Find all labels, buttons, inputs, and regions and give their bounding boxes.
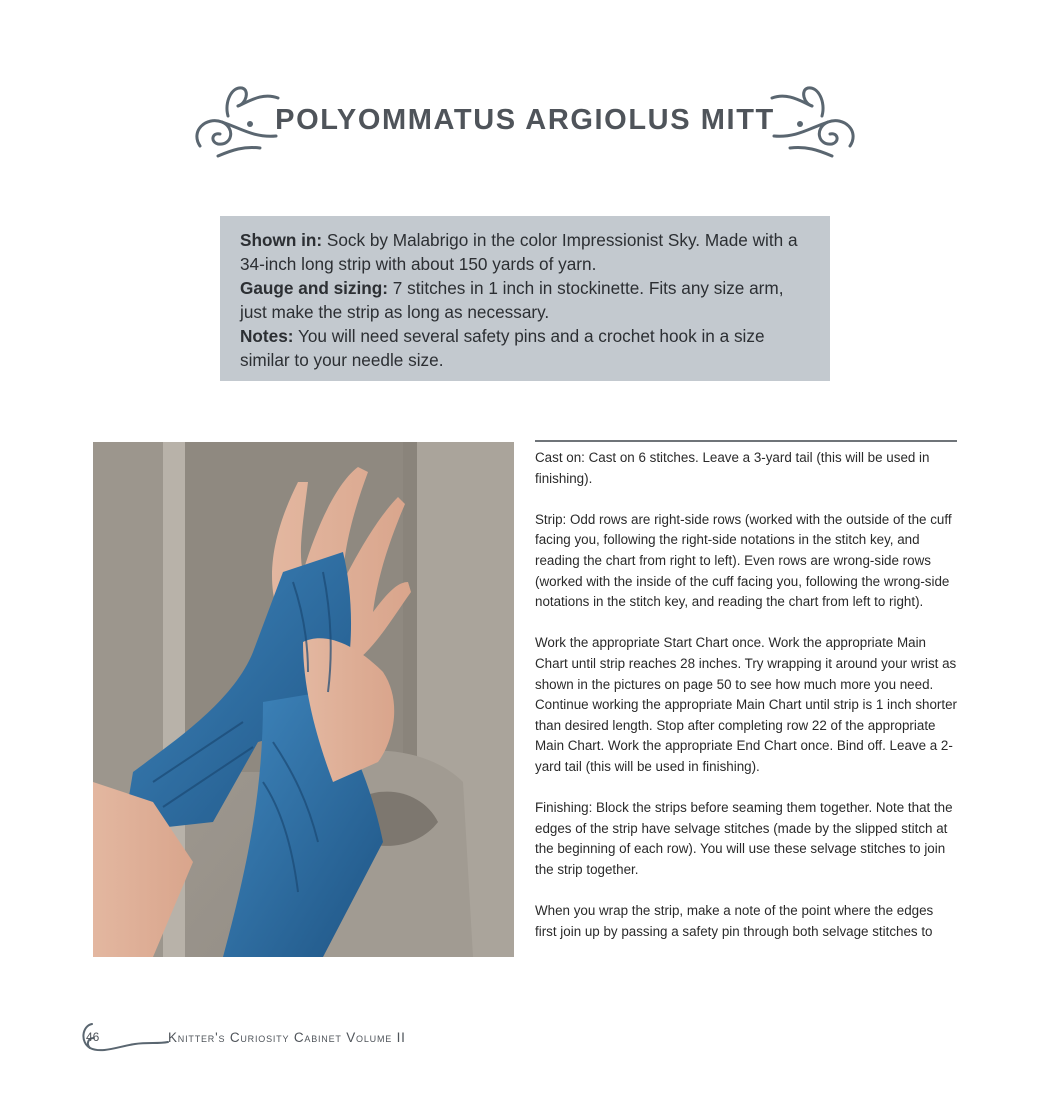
book-title: Knitter's Curiosity Cabinet Volume II — [168, 1030, 406, 1045]
gauge-text: 7 stitches in 1 inch in stockinette. Fits any size arm, just make the strip as long as necessary. — [240, 278, 784, 322]
finishing-paragraph: Finishing: Block the strips before seaming them together. Note that the edges of the strip have selvage stitches (made by the slipped stitch at the beginning of each row). You will use these selvage stitches to join the strip together. — [535, 800, 953, 877]
page-title: POLYOMMATUS ARGIOLUS MITT — [275, 104, 775, 136]
pattern-info-box — [220, 216, 830, 381]
column-rule — [535, 440, 957, 442]
page-footer — [80, 1018, 500, 1058]
knitted-mitts-photo — [93, 442, 514, 957]
title-banner — [180, 68, 870, 168]
shown-in-line — [240, 228, 812, 276]
left-flourish-icon — [188, 76, 283, 161]
shown-in-text: Sock by Malabrigo in the color Impressionist Sky. Made with a 34-inch long strip with about 150 yards of yarn. — [240, 230, 798, 274]
photo-illustration — [93, 442, 514, 957]
gauge-label: Gauge and sizing: — [240, 278, 389, 298]
page-number: 46 — [86, 1030, 100, 1044]
notes-label: Notes: — [240, 326, 294, 346]
instructions-column — [535, 448, 957, 963]
charts-paragraph: Work the appropriate Start Chart once. Work the appropriate Main Chart until strip reaches 28 inches. Try wrapping it around your wrist as shown in the pictures on page 50 to see how much more you need. Continue working the appropriate Main Chart until strip is 1 inch shorter than desired length. Stop after completing row 22 of the appropriate Main Chart. Work the appropriate End Chart once. Bind off. Leave a 2-yard tail (this will be used in finishing). — [535, 635, 958, 774]
cast-on-paragraph: Cast on: Cast on 6 stitches. Leave a 3-yard tail (this will be used in finishing). — [535, 450, 930, 486]
right-flourish-icon — [767, 76, 862, 161]
gauge-line — [240, 276, 812, 324]
notes-line — [240, 324, 812, 372]
notes-text: You will need several safety pins and a crochet hook in a size similar to your needle size. — [240, 326, 765, 370]
wrap-paragraph: When you wrap the strip, make a note of the point where the edges first join up by passing a safety pin through both selvage stitches to — [535, 903, 934, 939]
shown-in-label: Shown in: — [240, 230, 323, 250]
strip-paragraph: Strip: Odd rows are right-side rows (worked with the outside of the cuff facing you, following the right-side notations in the stitch key, and reading the chart from right to left). Even rows are wrong-side rows (worked with the inside of the cuff facing you, following the wrong-side notations in the stitch key, and reading the chart from left to right). — [535, 511, 952, 610]
